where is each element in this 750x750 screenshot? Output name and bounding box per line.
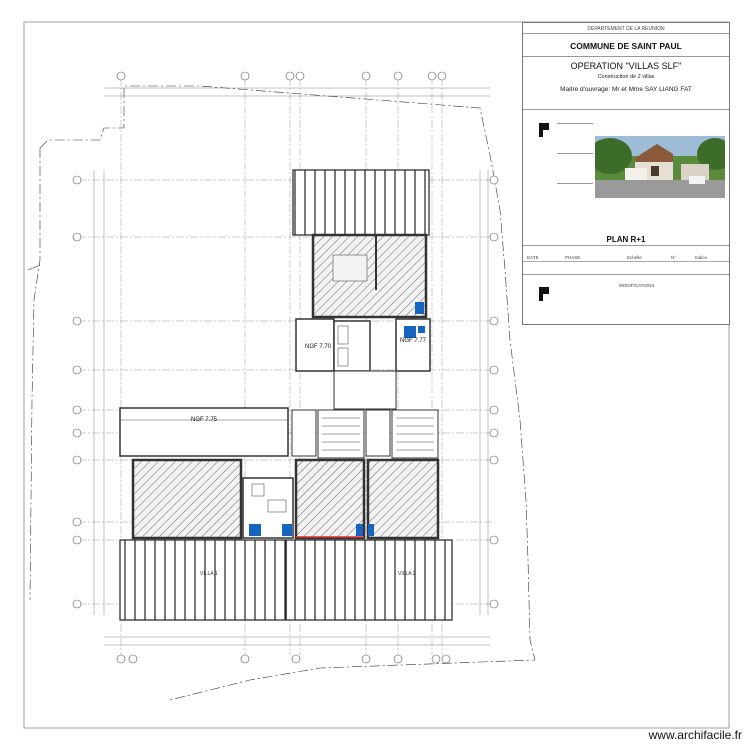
label-ngf-right: NGF 7.77 xyxy=(400,338,427,344)
plan-title: PLAN R+1 xyxy=(606,235,646,244)
header-no: N° xyxy=(671,255,677,260)
operation-text: OPERATION "VILLAS SLF" xyxy=(570,61,682,71)
room-lower-bedroom-1 xyxy=(133,460,241,538)
architect-logo-icon xyxy=(537,121,553,139)
commune-text: COMMUNE DE SAINT PAUL xyxy=(570,41,682,51)
roof-upper xyxy=(293,170,429,235)
header-echelle: Echelle xyxy=(627,255,642,260)
title-block xyxy=(522,22,730,325)
label-ngf-center: NGF 7.70 xyxy=(305,344,332,350)
label-villa-2: VILLA 2 xyxy=(398,571,416,577)
window-lower-1 xyxy=(249,524,261,536)
stair-landing xyxy=(334,371,396,409)
watermark-text: www.archifacile.fr xyxy=(648,728,742,742)
label-ngf-left: NGF 7.75 xyxy=(191,417,218,423)
department-text: DEPARTEMENT DE LA REUNION xyxy=(587,26,665,32)
construction-text: Construction de 2 villas xyxy=(597,74,655,80)
header-indice: Indice xyxy=(695,255,708,260)
modifications-label: MODIFICATIONS xyxy=(619,283,655,288)
villa-photo xyxy=(595,136,725,198)
bed-upper xyxy=(333,255,367,281)
header-phase: PHASE xyxy=(565,255,581,260)
room-upper-bedroom xyxy=(313,235,426,317)
architect-logo-small-icon xyxy=(537,285,553,303)
label-villa-1: VILLA 1 xyxy=(200,571,218,577)
window-upper xyxy=(415,302,424,314)
room-ngf-left xyxy=(120,408,288,456)
room-lower-bedroom-3 xyxy=(368,460,438,538)
header-date: DATE xyxy=(527,255,539,260)
maitre-ouvrage-text: Maitre d'ouvrage: Mr et Mme SAY LIANG FAT xyxy=(560,86,692,93)
room-lower-bedroom-2 xyxy=(296,460,364,538)
